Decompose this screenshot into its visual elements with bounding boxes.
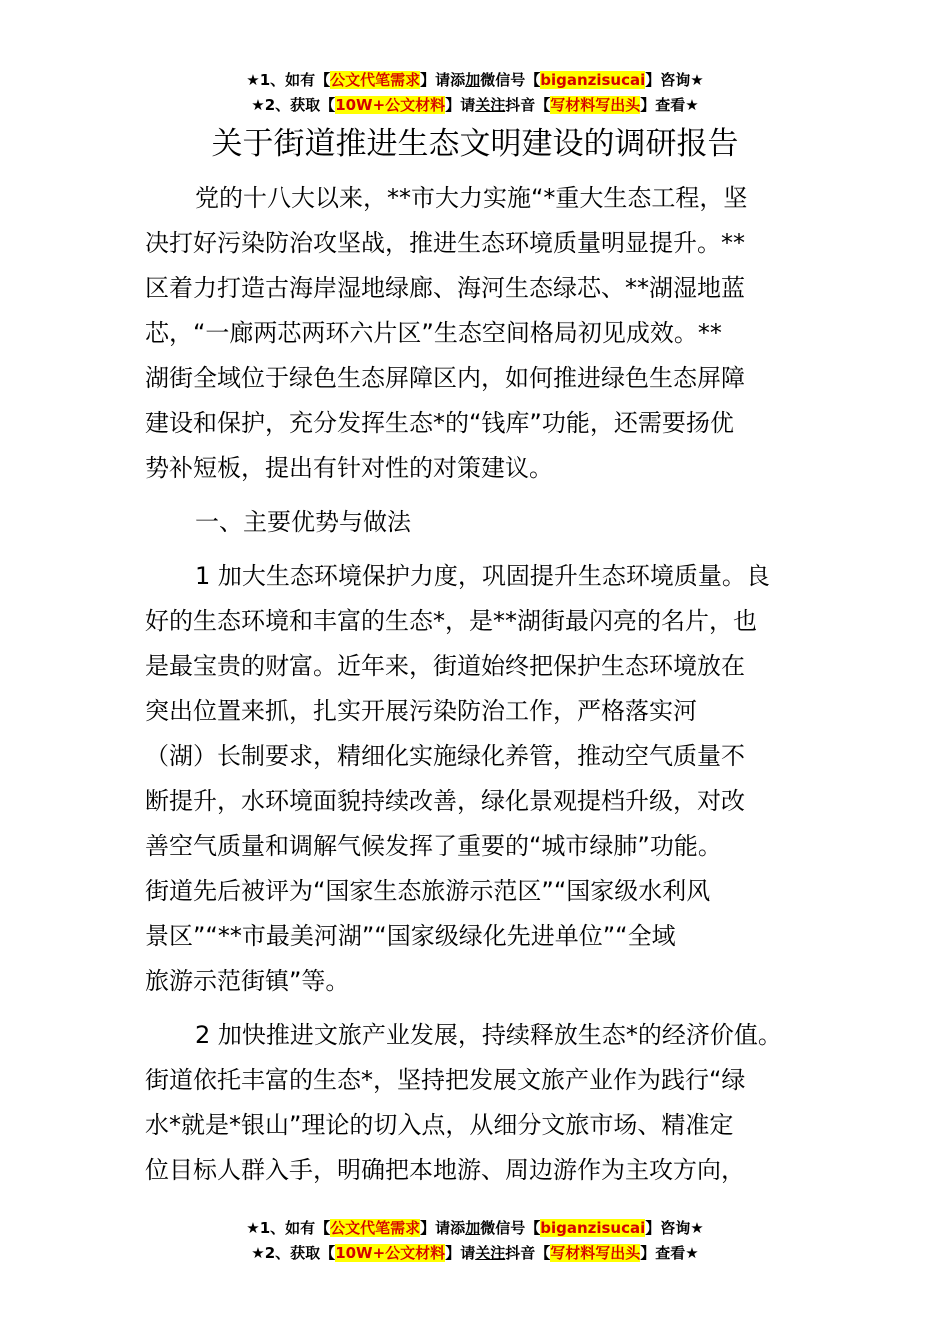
text-line: 一、主要优势与做法 — [195, 508, 411, 536]
banner-text: 】请添 — [420, 71, 466, 89]
text-line: 景区”“**市最美河湖”“国家级绿化先进单位”“全域 — [145, 922, 676, 950]
banner-text: 】查看★ — [640, 1244, 699, 1262]
banner-underline: 关注 — [475, 1244, 506, 1262]
text-line: 决打好污染防治攻坚战，推进生态环境质量明显提升。** — [145, 229, 745, 257]
banner-highlight: biganzisucai — [540, 71, 646, 89]
paragraph — [145, 176, 811, 491]
text-line: 断提升，水环境面貌持续改善，绿化景观提档升级，对改 — [145, 787, 745, 815]
banner-text: 微信号【 — [480, 71, 541, 89]
banner-text: 微信号【 — [480, 1219, 541, 1237]
paragraph-gap — [145, 491, 811, 500]
text-line: 街道依托丰富的生态*，坚持把发展文旅产业作为践行“绿 — [145, 1066, 746, 1094]
banner-text: 】请 — [445, 1244, 476, 1262]
text-line: 旅游示范街镇”等。 — [145, 967, 350, 995]
text-line: 建设和保护，充分发挥生态*的“钱库”功能，还需要扬优 — [145, 409, 734, 437]
banner-highlight: 10W+公文材料 — [335, 1244, 446, 1262]
text-line: 湖街全域位于绿色生态屏障区内，如何推进绿色生态屏障 — [145, 364, 745, 392]
paragraph — [145, 554, 811, 1004]
banner-text: 】咨询★ — [645, 1219, 704, 1237]
text-line: 1 加大生态环境保护力度，巩固提升生态环境质量。良 — [195, 562, 770, 590]
document-body — [145, 176, 811, 1193]
banner-underline: 关注 — [475, 96, 506, 114]
banner-text: 】请添 — [420, 1219, 466, 1237]
banner-underline: 加 — [465, 71, 481, 89]
text-line: 芯，“一廊两芯两环六片区”生态空间格局初见成效。** — [145, 319, 722, 347]
banner-text: 】查看★ — [640, 96, 699, 114]
top-banner — [0, 68, 950, 118]
banner-underline: 加 — [465, 1219, 481, 1237]
banner-line-1 — [0, 68, 950, 93]
text-line: 区着力打造古海岸湿地绿廊、海河生态绿芯、**湖湿地蓝 — [145, 274, 745, 302]
text-line: （湖）长制要求，精细化实施绿化养管，推动空气质量不 — [145, 742, 745, 770]
banner-highlight: 公文代笔需求 — [330, 71, 421, 89]
banner-line-1 — [0, 1216, 950, 1241]
banner-text: ★1、如有【 — [246, 1219, 331, 1237]
banner-text: 抖音【 — [505, 96, 551, 114]
text-line: 党的十八大以来，**市大力实施“*重大生态工程，坚 — [195, 184, 748, 212]
text-line: 水*就是*银山”理论的切入点，从细分文旅市场、精准定 — [145, 1111, 734, 1139]
banner-text: ★2、获取【 — [251, 96, 336, 114]
bottom-banner — [0, 1216, 950, 1266]
banner-text: 抖音【 — [505, 1244, 551, 1262]
banner-line-2 — [0, 93, 950, 118]
paragraph — [145, 1013, 811, 1193]
paragraph-gap — [145, 545, 811, 554]
banner-highlight: 写材料写出头 — [550, 96, 641, 114]
text-line: 街道先后被评为“国家生态旅游示范区”“国家级水利风 — [145, 877, 711, 905]
paragraph-gap — [145, 1004, 811, 1013]
banner-text: ★2、获取【 — [251, 1244, 336, 1262]
banner-text: ★1、如有【 — [246, 71, 331, 89]
text-line: 善空气质量和调解气候发挥了重要的“城市绿肺”功能。 — [145, 832, 722, 860]
banner-text: 】咨询★ — [645, 71, 704, 89]
document-title: 关于街道推进生态文明建设的调研报告 — [211, 126, 739, 162]
text-line: 是最宝贵的财富。近年来，街道始终把保护生态环境放在 — [145, 652, 745, 680]
banner-line-2 — [0, 1241, 950, 1266]
text-line: 突出位置来抓，扎实开展污染防治工作，严格落实河 — [145, 697, 697, 725]
text-line: 好的生态环境和丰富的生态*，是**湖街最闪亮的名片，也 — [145, 607, 757, 635]
banner-highlight: 写材料写出头 — [550, 1244, 641, 1262]
section-heading — [145, 500, 811, 545]
text-line: 势补短板，提出有针对性的对策建议。 — [145, 454, 553, 482]
banner-highlight: biganzisucai — [540, 1219, 646, 1237]
text-line: 2 加快推进文旅产业发展，持续释放生态*的经济价值。 — [195, 1021, 782, 1049]
banner-highlight: 10W+公文材料 — [335, 96, 446, 114]
banner-text: 】请 — [445, 96, 476, 114]
banner-highlight: 公文代笔需求 — [330, 1219, 421, 1237]
text-line: 位目标人群入手，明确把本地游、周边游作为主攻方向， — [145, 1156, 745, 1184]
